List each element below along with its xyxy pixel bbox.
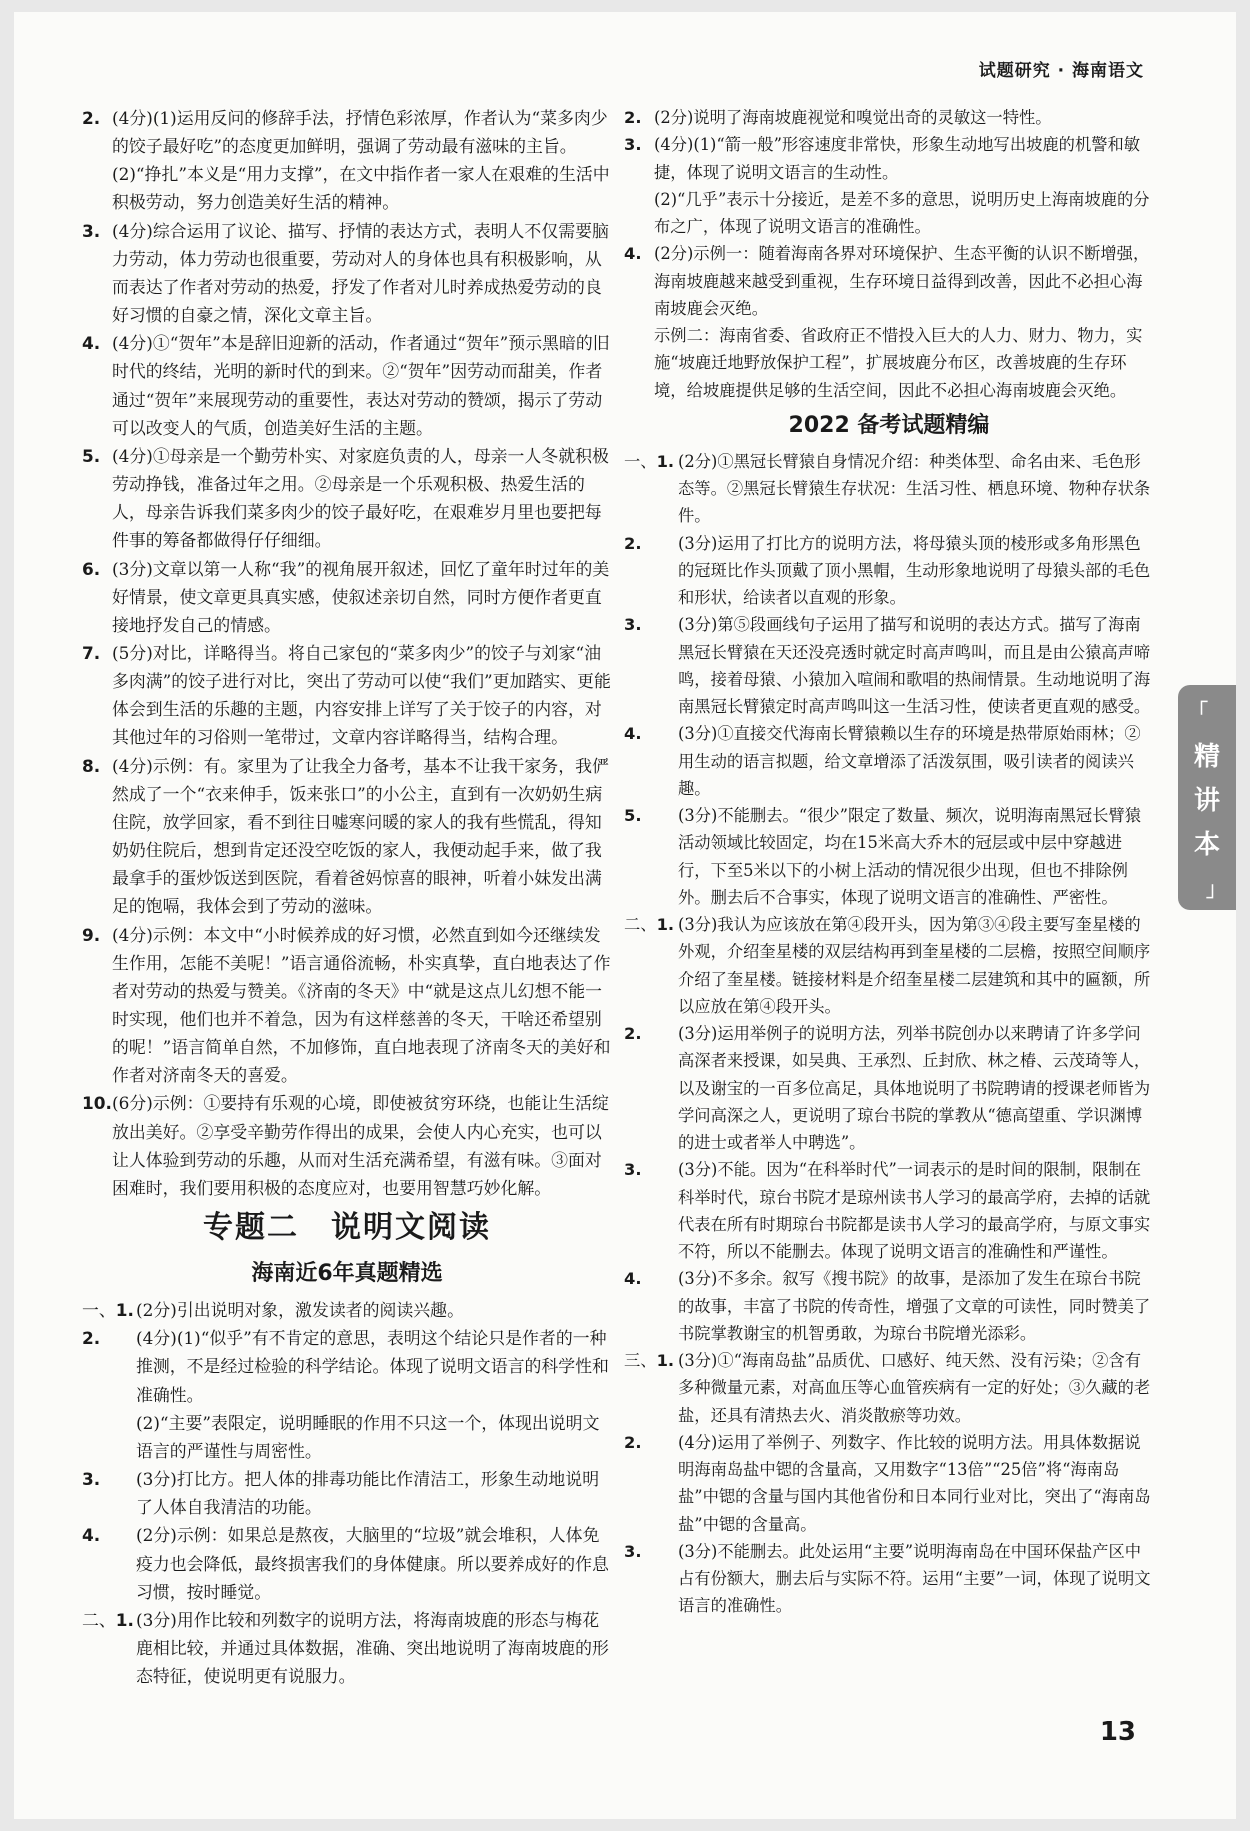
question-number: 2. — [624, 1024, 642, 1043]
question-number: 3. — [624, 615, 642, 635]
question-number: 10. — [82, 1093, 112, 1114]
answer-text: (4分)①“贺年”本是辞旧迎新的活动，作者通过“贺年”预示黑暗的旧时代的终结，光明的新时代的到来。②“贺年”因劳动而甜美，作者通过“贺年”来展现劳动的重要性，表达对劳动的赞颂，揭示了劳动可以改变人的气质，创造美好生活的主题。 — [112, 333, 610, 438]
answer-text: (3分)不能删去。此处运用“主要”说明海南岛在中国环保盐产区中占有份额大，删去后与实际不符。运用“主要”一词，体现了说明文语言的准确性。 — [678, 1541, 1151, 1616]
answer-text: (3分)第⑤段画线句子运用了描写和说明的表达方式。描写了海南黑冠长臂猿在天还没亮透时就定时高声鸣叫，而且是由公猿高声啼鸣，接着母猿、小猿加入喧闹和歌唱的热闹情景。生动地说明了海南黑冠长臂猿定时高声鸣叫这一生活习性，使读者更直观的感受。 — [678, 615, 1151, 716]
answer-item — [624, 240, 1154, 322]
answer-item — [82, 1296, 612, 1324]
answer-number — [82, 329, 100, 357]
answer-item — [624, 911, 1154, 1020]
answer-text: (5分)对比，详略得当。将自己家包的“菜多肉少”的饺子与刘家“油多肉满”的饺子进行对比，突出了劳动可以使“我们”更加踏实、更能体会到生活的乐趣的主题，内容安排上详写了关于饺子的内容，对其他过年的习俗则一笔带过，文章内容详略得当，结构合理。 — [112, 642, 611, 748]
question-number: 3. — [82, 220, 101, 241]
answer-text: (3分)①直接交代海南长臂猿赖以生存的环境是热带原始雨林；②用生动的语言拟题，给文章增添了活泼氛围，吸引读者的阅读兴趣。 — [678, 724, 1141, 798]
question-number: 2. — [624, 108, 642, 127]
answer-text: (4分)(1)运用反问的修辞手法，抒情色彩浓厚，作者认为“菜多肉少的饺子最好吃”的态度更加鲜明，强调了劳动最有滋味的主旨。 — [112, 108, 608, 157]
question-number: 3. — [624, 135, 642, 155]
answer-item — [82, 1606, 612, 1690]
left-column — [82, 104, 612, 1690]
section-marker: 三、 — [624, 1351, 657, 1370]
section-marker: 一、 — [624, 451, 657, 471]
answer-text: (4分)示例：本文中“小时候养成的好习惯，必然直到如今还继续发生作用，怎能不美呢！”语言通俗流畅，朴实真挚，直白地表达了作者对劳动的热爱与赞美。《济南的冬天》中“就是这点儿幻想不能一时实现，他们也并不着急，因为有这样慈善的冬天，干啥还希望别的呢！”语言简单自然，不加修饰，直白地表现了济南冬天的美好和作者对济南冬天的喜爱。 — [112, 924, 611, 1086]
answer-text: (3分)不多余。叙写《搜书院》的故事，是添加了发生在琼台书院的故事，丰富了书院的传奇性，增强了文章的可读性，同时赞美了书院掌教谢宝的机智勇敢，为琼台书院增光添彩。 — [678, 1269, 1151, 1343]
answer-number — [624, 1347, 674, 1374]
answer-item — [82, 329, 612, 442]
answer-number — [82, 921, 100, 949]
answer-text: (3分)运用举例子的说明方法，列举书院创办以来聘请了许多学问高深者来授课，如吴典、王承烈、丘封欣、林之椿、云茂琦等人，以及谢宝的一百多位高足，具体地说明了书院聘请的授课老师皆为学问高深之人，更说明了琼台书院的掌教从“德高望重、学识渊博的进士或者举人中聘选”。 — [678, 1024, 1151, 1152]
answer-text: (2分)引出说明对象，激发读者的阅读兴趣。 — [136, 1300, 464, 1321]
side-tab-label — [1178, 735, 1236, 867]
section-marker: 二、 — [624, 915, 657, 934]
answer-item — [624, 1538, 1154, 1620]
answer-text: (3分)①“海南岛盐”品质优、口感好、纯天然、没有污染；②含有多种微量元素，对高血压等心血管疾病有一定的好处；③久藏的老盐，还具有清热去火、消炎散瘀等功效。 — [678, 1351, 1151, 1425]
answer-text: (2)“几乎”表示十分接近，是差不多的意思，说明历史上海南坡鹿的分布之广，体现了说明文语言的准确性。 — [654, 189, 1150, 236]
question-number: 4. — [624, 1269, 642, 1289]
page — [14, 12, 1236, 1819]
answer-item — [624, 1265, 1154, 1347]
answer-item — [82, 442, 612, 555]
question-number: 9. — [82, 924, 101, 945]
answer-text: (2)“挣扎”本义是“用力支撑”，在文中指作者一家人在艰难的生活中积极劳动，努力创造美好生活的精神。 — [112, 164, 610, 213]
answer-item — [82, 1089, 612, 1202]
answer-text: (3分)不能删去。“很少”限定了数量、频次，说明海南黑冠长臂猿活动领域比较固定，均在15米高大乔木的冠层或中层中穿越进行，下至5米以下的小树上活动的情况很少出现，但也不排除例外。删去后不合事实，体现了说明文语言的准确性、严密性。 — [678, 806, 1142, 907]
answer-number — [82, 442, 100, 470]
answer-item — [82, 1324, 612, 1408]
page-number: 13 — [1099, 1717, 1136, 1747]
answer-item — [82, 1465, 612, 1521]
question-number: 2. — [82, 108, 101, 128]
question-number: 3. — [82, 1469, 101, 1490]
answer-number — [82, 1521, 100, 1549]
answer-text: (3分)文章以第一人称“我”的视角展开叙述，回忆了童年时过年的美好情景，使文章更具真实感，使叙述亲切自然，同时方便作者更直接地抒发自己的情感。 — [112, 558, 610, 635]
answer-number — [624, 911, 674, 938]
answer-text: (3分)打比方。把人体的排毒功能比作清洁工，形象生动地说明了人体自我清洁的功能。 — [136, 1469, 600, 1518]
answer-text: (2分)说明了海南坡鹿视觉和嗅觉出奇的灵敏这一特性。 — [654, 108, 1052, 127]
answer-number — [624, 1265, 642, 1292]
question-number: 1. — [656, 451, 675, 471]
question-number: 1. — [115, 1609, 134, 1630]
question-number: 2. — [82, 1328, 101, 1349]
answer-text: (4分)(1)“似乎”有不肯定的意思，表明这个结论只是作者的一种推测，不是经过检验的科学结论。体现了说明文语言的科学性和准确性。 — [136, 1328, 609, 1405]
question-number: 6. — [82, 558, 101, 579]
answer-text: (4分)示例：有。家里为了让我全力备考，基本不让我干家务，我俨然成了一个“衣来伸手，饭来张口”的小公主，直到有一次奶奶生病住院，放学回家，看不到往日嘘寒问暖的家人的我有些慌乱，得知奶奶住院后，想到肯定还没空吃饭的家人，我便动起手来，做了我最拿手的蛋炒饭送到医院，看着爸妈惊喜的眼神，听着小妹发出满足的饱嗝，我体会到了劳动的滋味。 — [112, 755, 609, 917]
question-number: 4. — [624, 724, 642, 744]
answer-text: (4分)(1)“箭一般”形容速度非常快，形象生动地写出坡鹿的机警和敏捷，体现了说明文语言的生动性。 — [654, 135, 1141, 182]
answer-item — [624, 530, 1154, 612]
question-number: 4. — [82, 333, 101, 354]
answer-number — [82, 104, 100, 132]
question-number: 4. — [82, 1525, 101, 1546]
question-number: 2. — [624, 533, 642, 553]
answer-item — [624, 131, 1154, 186]
question-number: 2. — [624, 1432, 642, 1452]
answer-number — [624, 240, 642, 267]
answer-item — [624, 104, 1154, 131]
answer-number — [82, 1089, 112, 1117]
answer-item — [624, 720, 1154, 802]
question-number: 8. — [82, 755, 101, 776]
running-header: 试题研究 · 海南语文 — [978, 61, 1144, 81]
answer-text: (3分)不能。因为“在科举时代”一词表示的是时间的限制，限制在科举时代，琼台书院才是琼州读书人学习的最高学府，去掉的话就代表在所有时期琼台书院都是读书人学习的最高学府，与原文事实不符，所以不能删去。体现了说明文语言的准确性和严谨性。 — [678, 1160, 1151, 1261]
answer-item — [82, 752, 612, 921]
answer-text: (2分)①黑冠长臂猿自身情况介绍：种类体型、命名由来、毛色形态等。②黑冠长臂猿生存状况：生活习性、栖息环境、物种存状条件。 — [678, 451, 1151, 526]
answer-number — [624, 802, 642, 829]
section-marker: 一、 — [82, 1300, 116, 1321]
answer-text: (4分)①母亲是一个勤劳朴实、对家庭负责的人，母亲一人冬就积极劳动挣钱，准备过年之用。②母亲是一个乐观积极、热爱生活的人，母亲告诉我们菜多肉少的饺子最好吃，在艰难岁月里也要把每件事的筹备都做得仔仔细细。 — [112, 445, 609, 551]
answer-number — [624, 1538, 642, 1565]
answer-number — [624, 530, 642, 557]
question-number: 3. — [624, 1541, 642, 1561]
question-number: 1. — [656, 1351, 675, 1370]
answer-text: (3分)我认为应该放在第④段开头，因为第③④段主要写奎星楼的外观，介绍奎星楼的双层结构再到奎星楼的二层檐，按照空间顺序介绍了奎星楼。链接材料是介绍奎星楼二层建筑和其中的匾额，所以应放在第④段开头。 — [678, 915, 1151, 1016]
topic-title: 专题二 说明文阅读 — [203, 1210, 491, 1246]
question-number: 5. — [82, 445, 101, 466]
answer-text: (2分)示例一：随着海南各界对环境保护、生态平衡的认识不断增强，海南坡鹿越来越受到重视，生存环境日益得到改善，因此不必担心海南坡鹿会灭绝。 — [654, 244, 1150, 318]
question-number: 1. — [115, 1300, 134, 1321]
answer-number — [624, 611, 642, 638]
answer-text: (4分)综合运用了议论、描写、抒情的表达方式，表明人不仅需要脑力劳动，体力劳动也很重要，劳动对人的身体也具有积极影响，从而表达了作者对劳动的热爱，抒发了作者对儿时养成热爱劳动的良好习惯的自豪之情，深化文章主旨。 — [112, 220, 609, 326]
answer-item — [82, 1521, 612, 1605]
answer-item — [624, 322, 1154, 404]
answer-number — [624, 1429, 642, 1456]
answer-number — [82, 1324, 100, 1352]
side-tab-char: 本 — [1193, 830, 1220, 860]
answer-item — [624, 1156, 1154, 1265]
answer-text: (2分)示例：如果总是熬夜，大脑里的“垃圾”就会堆积，人体免疫力也会降低，最终损害我们的身体健康。所以要养成好的作息习惯，按时睡觉。 — [136, 1525, 609, 1602]
answer-number — [82, 555, 100, 583]
answer-number — [624, 1156, 642, 1183]
answer-text: (4分)运用了举例子、列数字、作比较的说明方法。用具体数据说明海南岛盐中锶的含量高，又用数字“13倍”“25倍”将“海南岛盐”中锶的含量与国内其他省份和日本同行业对比，突出了“海南岛盐”中锶的含量高。 — [678, 1432, 1151, 1534]
answer-number — [82, 752, 100, 780]
answer-number — [82, 639, 100, 667]
answer-number — [624, 720, 642, 747]
answer-text: 示例二：海南省委、省政府正不惜投入巨大的人力、财力、物力，实施“坡鹿迁地野放保护工程”，扩展坡鹿分布区，改善坡鹿的生存环境，给坡鹿提供足够的生活空间，因此不必担心海南坡鹿会灭绝。 — [654, 326, 1143, 400]
answer-item — [624, 1020, 1154, 1156]
answer-item — [624, 1429, 1154, 1538]
section-marker: 二、 — [82, 1609, 116, 1630]
answer-item — [624, 802, 1154, 911]
answer-item — [624, 186, 1154, 241]
question-number: 3. — [624, 1160, 642, 1180]
answer-number — [624, 131, 642, 158]
question-number: 1. — [656, 915, 675, 934]
side-tab-char: 精 — [1193, 742, 1220, 772]
answer-text: (6分)示例：①要持有乐观的心境，即使被贫穷环绕，也能让生活绽放出美好。②享受辛勤劳作得出的成果，会使人内心充实，也可以让人体验到劳动的乐趣，从而对生活充满希望，有滋有味。③面对困难时，我们要用积极的态度应对，也要用智慧巧妙化解。 — [112, 1093, 609, 1198]
answer-item — [82, 104, 612, 160]
answer-number — [82, 1606, 134, 1634]
answer-number — [624, 1020, 642, 1047]
answer-text: (2)“主要”表限定，说明睡眠的作用不只这一个，体现出说明文语言的严谨性与周密性。 — [136, 1412, 600, 1461]
answer-item — [624, 611, 1154, 720]
answer-item — [82, 160, 612, 216]
answer-text: (3分)用作比较和列数字的说明方法，将海南坡鹿的形态与梅花鹿相比较，并通过具体数据，准确、突出地说明了海南坡鹿的形态特征，使说明更有说服力。 — [136, 1609, 609, 1687]
right-column — [624, 104, 1154, 1620]
answer-item — [624, 1347, 1154, 1429]
answer-item — [82, 639, 612, 752]
section-title: 海南近6年真题精选 — [251, 1261, 443, 1287]
answer-number — [82, 1465, 100, 1493]
answer-number — [624, 104, 642, 131]
bracket-open: 「 — [1188, 699, 1208, 723]
answer-text: (3分)运用了打比方的说明方法，将母猿头顶的棱形或多角形黑色的冠斑比作头顶戴了顶小黑帽，生动形象地说明了母猿头部的毛色和形状，给读者以直观的形象。 — [678, 533, 1151, 607]
answer-item — [82, 217, 612, 330]
answer-number — [82, 217, 100, 245]
question-number: 7. — [82, 642, 101, 663]
question-number: 4. — [624, 244, 642, 264]
answer-item — [624, 448, 1154, 530]
side-tab-char: 讲 — [1193, 786, 1220, 816]
answer-number — [82, 1296, 134, 1324]
answer-item — [82, 921, 612, 1090]
answer-number — [624, 448, 674, 475]
answer-item — [82, 1409, 612, 1465]
question-number: 5. — [624, 806, 642, 825]
section-title: 2022 备考试题精编 — [788, 412, 990, 438]
side-tab — [1178, 685, 1236, 910]
bracket-close: 」 — [1206, 877, 1226, 901]
answer-item — [82, 555, 612, 639]
